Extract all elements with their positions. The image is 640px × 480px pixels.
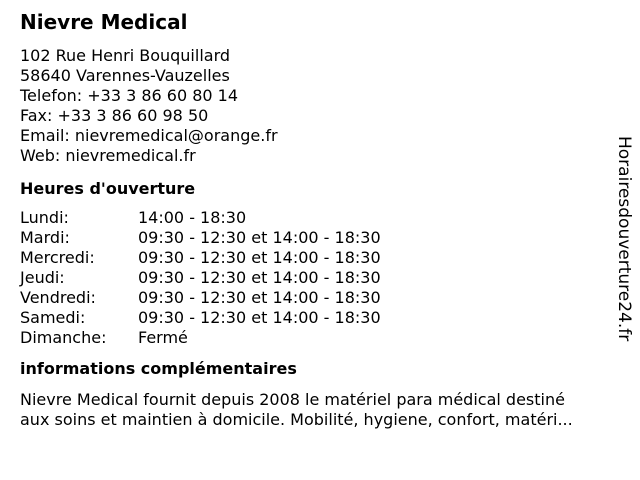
- day-label: Mercredi:: [20, 248, 95, 267]
- address-block: [20, 46, 610, 166]
- day-label: Mardi:: [20, 228, 70, 247]
- time-value: Fermé: [138, 328, 188, 347]
- address-city: 58640 Varennes-Vauzelles: [20, 66, 230, 85]
- day-label: Lundi:: [20, 208, 69, 227]
- time-value: 09:30 - 12:30 et 14:00 - 18:30: [138, 308, 381, 327]
- info-line-2: aux soins et maintien à domicile. Mobilité, hygiene, confort, matéri...: [20, 410, 573, 429]
- hours-row-mercredi: [20, 248, 610, 268]
- hours-row-lundi: [20, 208, 610, 228]
- business-card: [20, 8, 610, 430]
- fax-number: Fax: +33 3 86 60 98 50: [20, 106, 209, 125]
- business-name: Nievre Medical: [20, 10, 188, 34]
- hours-row-dimanche: [20, 328, 610, 348]
- day-label: Vendredi:: [20, 288, 96, 307]
- hours-row-vendredi: [20, 288, 610, 308]
- website-link[interactable]: Web: nievremedical.fr: [20, 146, 196, 165]
- time-value: 09:30 - 12:30 et 14:00 - 18:30: [138, 288, 381, 307]
- time-value: 09:30 - 12:30 et 14:00 - 18:30: [138, 228, 381, 247]
- opening-hours-title: Heures d'ouverture: [20, 179, 196, 198]
- day-label: Jeudi:: [20, 268, 65, 287]
- phone-number[interactable]: Telefon: +33 3 86 60 80 14: [20, 86, 239, 105]
- hours-row-mardi: [20, 228, 610, 248]
- time-value: 09:30 - 12:30 et 14:00 - 18:30: [138, 248, 381, 267]
- additional-info-text: [20, 390, 610, 430]
- opening-hours-table: [20, 208, 610, 348]
- hours-row-jeudi: [20, 268, 610, 288]
- email-address[interactable]: Email: nievremedical@orange.fr: [20, 126, 278, 145]
- time-value: 14:00 - 18:30: [138, 208, 247, 227]
- additional-info-title: informations complémentaires: [20, 359, 297, 378]
- site-watermark: Horairesdouverture24.fr: [614, 136, 634, 342]
- day-label: Dimanche:: [20, 328, 107, 347]
- day-label: Samedi:: [20, 308, 86, 327]
- address-street: 102 Rue Henri Bouquillard: [20, 46, 231, 65]
- info-line-1: Nievre Medical fournit depuis 2008 le matériel para médical destiné: [20, 390, 565, 409]
- time-value: 09:30 - 12:30 et 14:00 - 18:30: [138, 268, 381, 287]
- hours-row-samedi: [20, 308, 610, 328]
